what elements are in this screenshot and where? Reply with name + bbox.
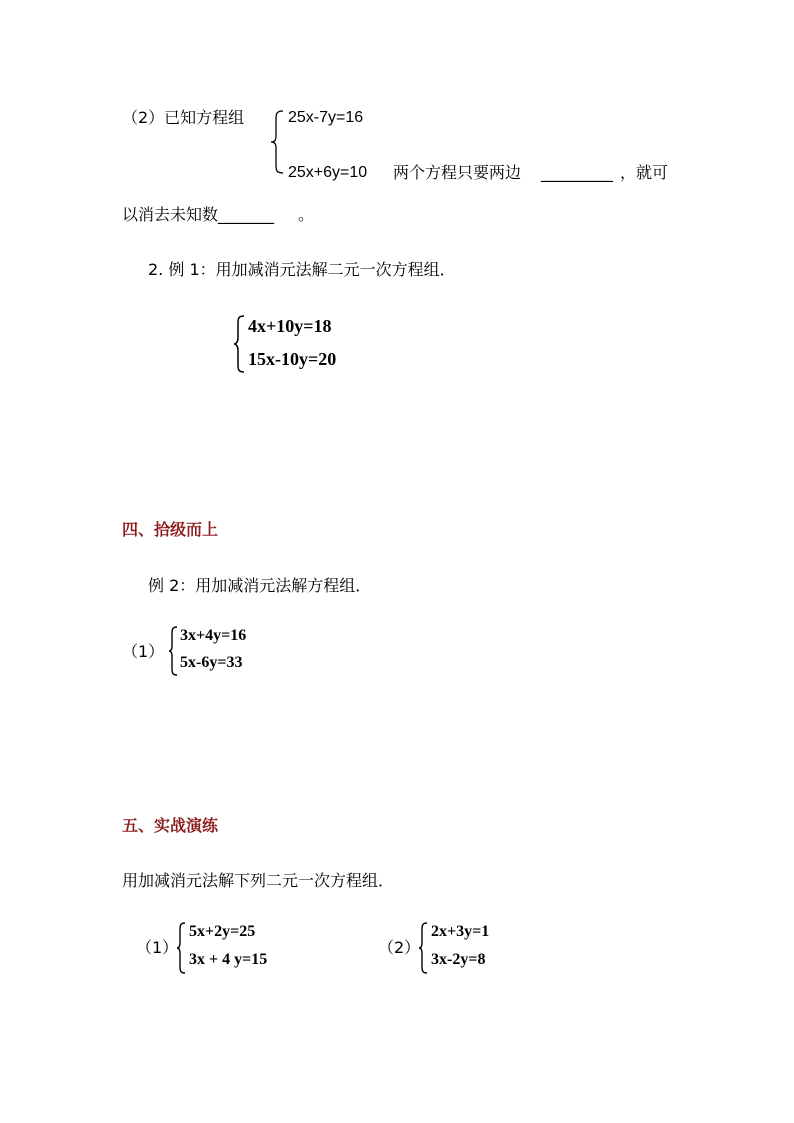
- q2-label: （2）已知方程组: [122, 108, 245, 127]
- section-4-label: （1）: [122, 642, 165, 661]
- q2-brace: [270, 110, 284, 174]
- problem-2-brace: [418, 922, 428, 974]
- q2-blank-1: _________: [541, 163, 613, 182]
- q2-tail-text-2: ，就可: [620, 163, 669, 182]
- problem-1-brace: [176, 922, 186, 974]
- example-1-equation-2: 15x-10y=20: [248, 349, 337, 369]
- problem-2-equation-1: 2x+3y=1: [431, 923, 490, 940]
- section-4-heading: 四、拾级而上: [122, 520, 219, 539]
- section-4-brace: [168, 626, 178, 676]
- example-1-brace: [233, 315, 245, 373]
- q2-equation-2: 25x+6y=10: [288, 164, 368, 181]
- example-1-equation-1: 4x+10y=18: [248, 316, 332, 336]
- q2-equation-1: 25x-7y=16: [288, 109, 364, 126]
- problem-2-equation-2: 3x-2y=8: [431, 951, 486, 968]
- problem-1-label: （1）: [136, 938, 179, 957]
- section-5-intro: 用加减消元法解下列二元一次方程组．: [122, 871, 395, 890]
- problem-1-equation-2: 3x + 4 y=15: [189, 951, 268, 968]
- q2-tail-text: 两个方程只要两边: [393, 163, 522, 182]
- section-4-equation-2: 5x-6y=33: [180, 654, 243, 671]
- example-1-intro: 2. 例 1：用加减消元法解二元一次方程组．: [148, 260, 456, 279]
- q2-line-2: 以消去未知数: [122, 205, 219, 224]
- section-4-equation-1: 3x+4y=16: [180, 627, 247, 644]
- q2-end-mark: 。: [298, 205, 315, 224]
- q2-blank-2: _______: [218, 205, 274, 224]
- section-4-intro: 例 2：用加减消元法解方程组．: [148, 576, 372, 595]
- problem-1-equation-1: 5x+2y=25: [189, 923, 256, 940]
- section-5-heading: 五、实战演练: [122, 816, 219, 835]
- problem-2-label: （2）: [378, 938, 421, 957]
